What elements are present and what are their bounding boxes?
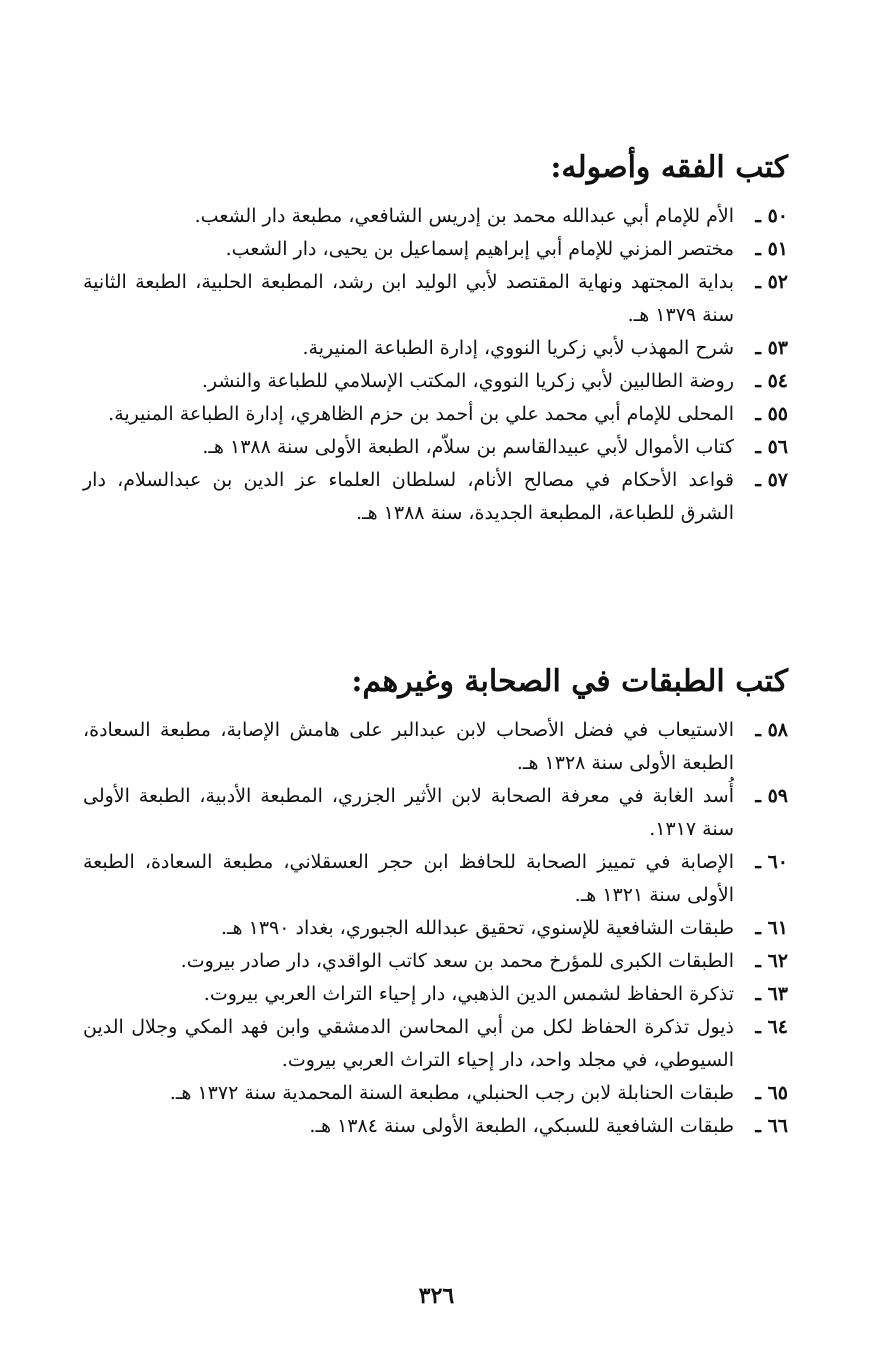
- entry-text: طبقات الشافعية للسبكي، الطبعة الأولى سنة ١٣٨٤ هـ.: [309, 1115, 734, 1137]
- entry-text: المحلى للإمام أبي محمد علي بن أحمد بن حزم الظاهري، إدارة الطباعة المنيرية.: [108, 403, 734, 425]
- bibliography-entry: [83, 1011, 788, 1077]
- bibliography-entry: [83, 233, 788, 266]
- entry-text: بداية المجتهد ونهاية المقتصد لأبي الوليد ابن رشد، المطبعة الحلبية، الطبعة الثانية سنة ١٣٧٩ هـ.: [83, 271, 734, 326]
- section-heading: كتب الطبقات في الصحابة وغيرهم:: [351, 664, 788, 699]
- entry-number: ٦٢ ـ: [755, 950, 788, 972]
- bibliography-entry: [83, 780, 788, 846]
- bibliography-entry: [83, 431, 788, 464]
- bibliography-entry: [83, 365, 788, 398]
- bibliography-entry: [83, 714, 788, 780]
- bibliography-entry: [83, 1077, 788, 1110]
- bibliography-entry: [83, 200, 788, 233]
- entry-number: ٥١ ـ: [755, 238, 788, 260]
- entry-number: ٥٠ ـ: [755, 205, 788, 227]
- entry-number: ٦٥ ـ: [755, 1082, 788, 1104]
- entry-text: تذكرة الحفاظ لشمس الدين الذهبي، دار إحياء التراث العربي بيروت.: [203, 983, 734, 1005]
- entry-number: ٦٤ ـ: [755, 1016, 788, 1038]
- entry-number: ٥٧ ـ: [755, 469, 788, 491]
- section-fiqh-books: [83, 146, 788, 530]
- entry-number: ٦١ ـ: [755, 917, 788, 939]
- entry-text: طبقات الشافعية للإسنوي، تحقيق عبدالله الجبوري، بغداد ١٣٩٠ هـ.: [220, 917, 734, 939]
- bibliography-entry: [83, 398, 788, 431]
- entry-text: طبقات الحنابلة لابن رجب الحنبلي، مطبعة السنة المحمدية سنة ١٣٧٢ هـ.: [169, 1082, 734, 1104]
- entry-text: كتاب الأموال لأبي عبيدالقاسم بن سلاّم، الطبعة الأولى سنة ١٣٨٨ هـ.: [202, 436, 734, 458]
- entry-number: ٦٣ ـ: [755, 983, 788, 1005]
- page-number: ٣٢٦: [418, 1283, 455, 1309]
- entry-number: ٦٠ ـ: [755, 851, 788, 873]
- section-tabaqat-books: [83, 660, 788, 1143]
- entry-number: ٥٣ ـ: [755, 337, 788, 359]
- entry-number: ٥٩ ـ: [755, 785, 788, 807]
- entry-text: الإصابة في تمييز الصحابة للحافظ ابن حجر العسقلاني، مطبعة السعادة، الطبعة الأولى سنة ١٣٢١ هـ.: [83, 851, 734, 906]
- entry-number: ٦٦ ـ: [755, 1115, 788, 1137]
- entry-text: الطبقات الكبرى للمؤرخ محمد بن سعد كاتب الواقدي، دار صادر بيروت.: [180, 950, 734, 972]
- bibliography-entry: [83, 266, 788, 332]
- bibliography-entry: [83, 912, 788, 945]
- bibliography-entry: [83, 945, 788, 978]
- entry-number: ٥٢ ـ: [755, 271, 788, 293]
- entry-text: روضة الطالبين لأبي زكريا النووي، المكتب الإسلامي للطباعة والنشر.: [201, 370, 734, 392]
- entry-text: الأم للإمام أبي عبدالله محمد بن إدريس الشافعي، مطبعة دار الشعب.: [194, 205, 734, 227]
- entry-text: أُسد الغابة في معرفة الصحابة لابن الأثير الجزري، المطبعة الأدبية، الطبعة الأولى سنة ١٣١٧.: [83, 785, 734, 840]
- entry-number: ٥٥ ـ: [755, 403, 788, 425]
- entry-text: مختصر المزني للإمام أبي إبراهيم إسماعيل بن يحيى، دار الشعب.: [225, 238, 734, 260]
- bibliography-entry: [83, 1110, 788, 1143]
- bibliography-entry: [83, 332, 788, 365]
- entry-number: ٥٨ ـ: [755, 719, 788, 741]
- bibliography-entry: [83, 464, 788, 530]
- entry-text: شرح المهذب لأبي زكريا النووي، إدارة الطباعة المنيرية.: [302, 337, 734, 359]
- entry-text: قواعد الأحكام في مصالح الأنام، لسلطان العلماء عز الدين بن عبدالسلام، دار الشرق للطباعة، المطبعة الجديدة، سنة ١٣٨٨ هـ.: [83, 469, 734, 524]
- section-heading: كتب الفقه وأصوله:: [550, 150, 788, 185]
- entry-text: الاستيعاب في فضل الأصحاب لابن عبدالبر على هامش الإصابة، مطبعة السعادة، الطبعة الأولى سنة ١٣٢٨ هـ.: [83, 719, 734, 774]
- entry-number: ٥٦ ـ: [755, 436, 788, 458]
- bibliography-entry: [83, 978, 788, 1011]
- bibliography-entry: [83, 846, 788, 912]
- entry-text: ذيول تذكرة الحفاظ لكل من أبي المحاسن الدمشقي وابن فهد المكي وجلال الدين السيوطي، في مجلد واحد، دار إحياء التراث العربي بيروت.: [83, 1016, 734, 1071]
- entry-number: ٥٤ ـ: [755, 370, 788, 392]
